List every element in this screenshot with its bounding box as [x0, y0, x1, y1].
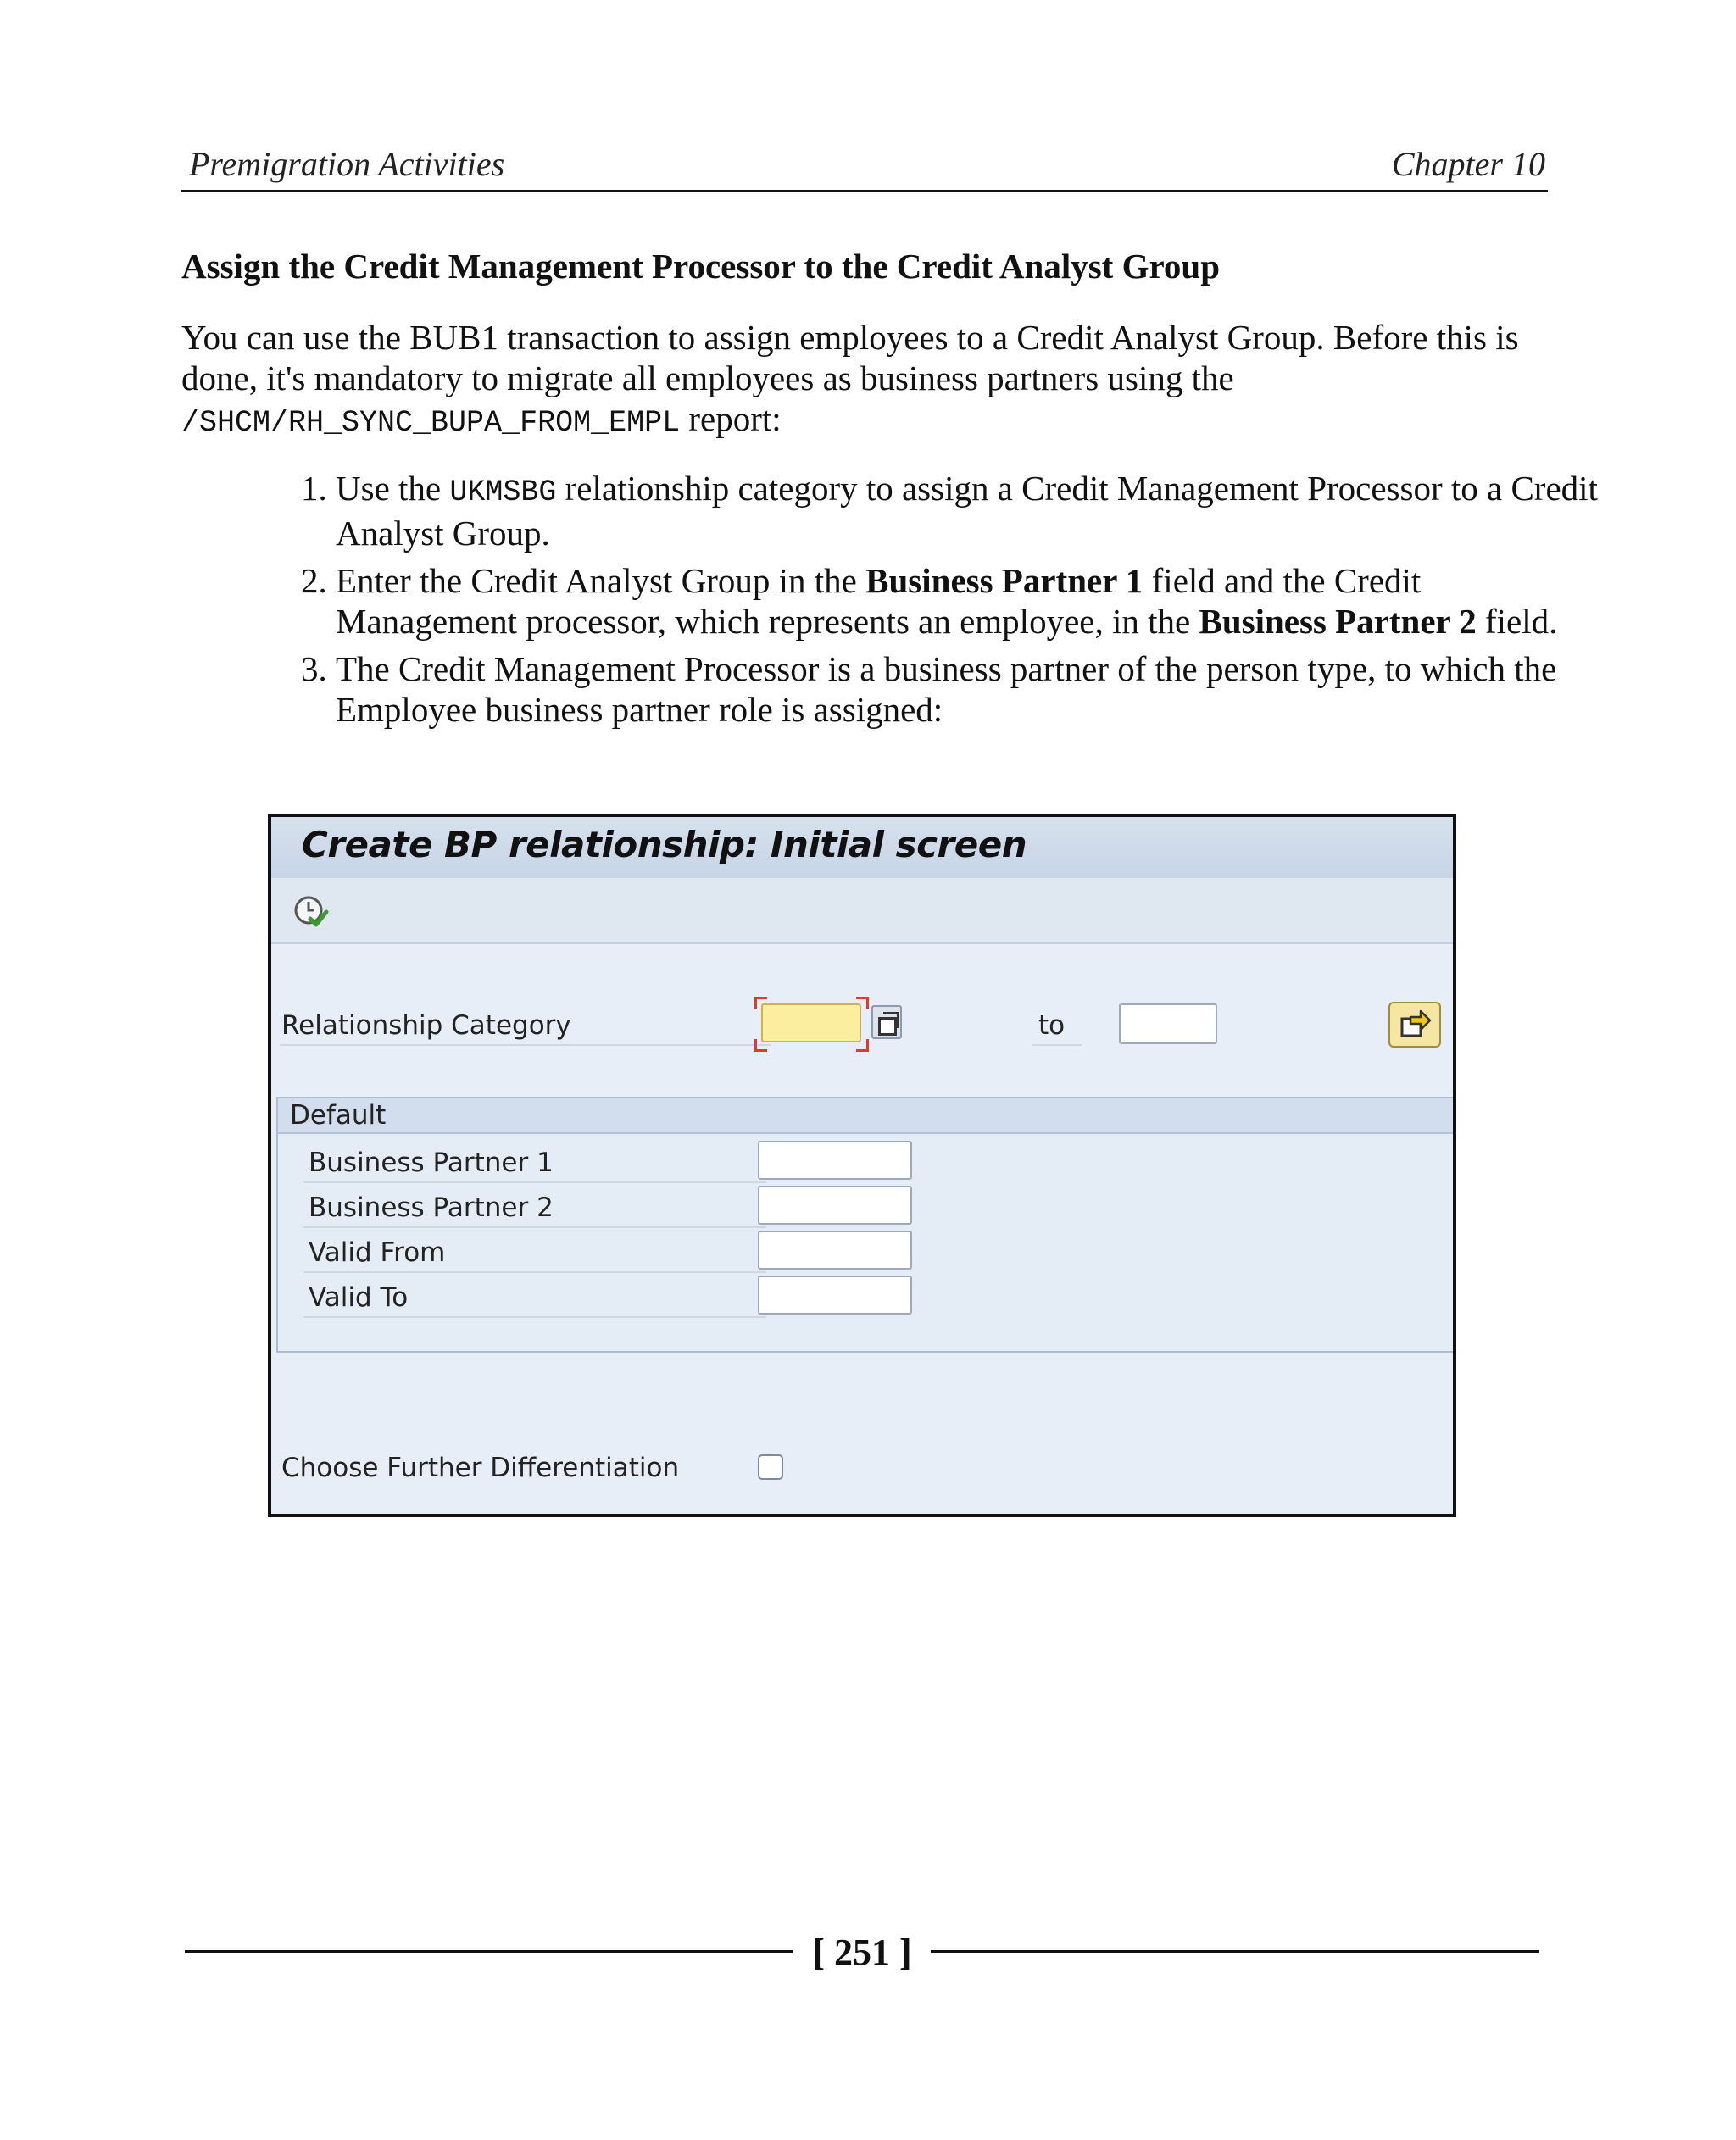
- sap-toolbar: [271, 878, 1453, 944]
- required-marker-tl: [754, 997, 767, 1009]
- page-number: [ 251 ]: [812, 1932, 912, 1973]
- to-label: to: [1038, 1010, 1066, 1041]
- default-group: [276, 1097, 1456, 1353]
- sap-title-bar: [271, 817, 1453, 880]
- valid-from-underline: [303, 1271, 766, 1273]
- intro-report-code: /SHCM/RH_SYNC_BUPA_FROM_EMPL: [181, 406, 681, 440]
- business-partner-1-input[interactable]: [758, 1141, 912, 1180]
- footer-rule-left: [185, 1950, 793, 1953]
- running-header-chapter: Chapter 10: [1391, 145, 1545, 183]
- valid-to-underline: [303, 1316, 766, 1318]
- required-marker-tr: [856, 997, 869, 1009]
- step-2-bold-bp1: Business Partner 1: [865, 561, 1143, 600]
- relationship-category-input[interactable]: [761, 1003, 861, 1042]
- valid-from-label: Valid From: [309, 1237, 446, 1268]
- step-1-code: UKMSBG: [449, 475, 557, 509]
- sap-screen-title: Create BP relationship: Initial screen: [302, 824, 1027, 865]
- sap-window: [268, 814, 1456, 1517]
- business-partner-2-input[interactable]: [758, 1186, 912, 1225]
- step-3: 3. The Credit Management Processor is a business partner of the person type, to which the Employee business partner role is assigned:: [336, 648, 1607, 730]
- footer-rule-right: [931, 1950, 1539, 1953]
- required-marker-br: [856, 1039, 869, 1052]
- step-1: 1. Use the UKMSBG relationship category to assign a Credit Management Processor to a Credit Analyst Group.: [336, 468, 1607, 553]
- intro-paragraph: [181, 317, 1555, 443]
- relationship-category-label: Relationship Category: [281, 1010, 571, 1041]
- valid-from-input[interactable]: [758, 1231, 912, 1270]
- relationship-category-to-input[interactable]: [1119, 1003, 1217, 1044]
- intro-text-2: report:: [680, 399, 782, 438]
- business-partner-2-label: Business Partner 2: [309, 1192, 554, 1223]
- default-group-title: Default: [290, 1100, 387, 1131]
- section-title: Assign the Credit Management Processor to the Credit Analyst Group: [181, 247, 1221, 286]
- step-2-bold-bp2: Business Partner 2: [1199, 602, 1477, 641]
- value-help-icon[interactable]: [871, 1005, 902, 1039]
- to-underline: [1032, 1044, 1082, 1046]
- required-marker-bl: [754, 1039, 767, 1052]
- multiple-selection-button[interactable]: [1388, 1002, 1441, 1048]
- default-group-header: [278, 1098, 1455, 1134]
- valid-to-input[interactable]: [758, 1276, 912, 1315]
- business-partner-1-label: Business Partner 1: [309, 1148, 554, 1178]
- business-partner-2-underline: [303, 1226, 766, 1228]
- further-differentiation-label: Choose Further Differentiation: [281, 1453, 680, 1483]
- intro-text-1: You can use the BUB1 transaction to assign employees to a Credit Analyst Group. Before this is done, it's mandatory to migrate all employees as business partners using the: [181, 318, 1519, 397]
- business-partner-1-underline: [303, 1181, 766, 1183]
- running-header-section: Premigration Activities: [189, 145, 505, 183]
- execute-icon[interactable]: [292, 893, 329, 931]
- multiple-selection-icon: [1390, 1003, 1439, 1046]
- valid-to-label: Valid To: [309, 1282, 409, 1313]
- steps-list: [288, 468, 1607, 736]
- header-rule: [181, 190, 1548, 192]
- relationship-category-underline: [280, 1044, 771, 1046]
- further-differentiation-checkbox[interactable]: [758, 1454, 783, 1480]
- step-2: 2. Enter the Credit Analyst Group in the Business Partner 1 field and the Credit Management processor, which represents an employee, in the Business Partner 2 field.: [336, 560, 1607, 642]
